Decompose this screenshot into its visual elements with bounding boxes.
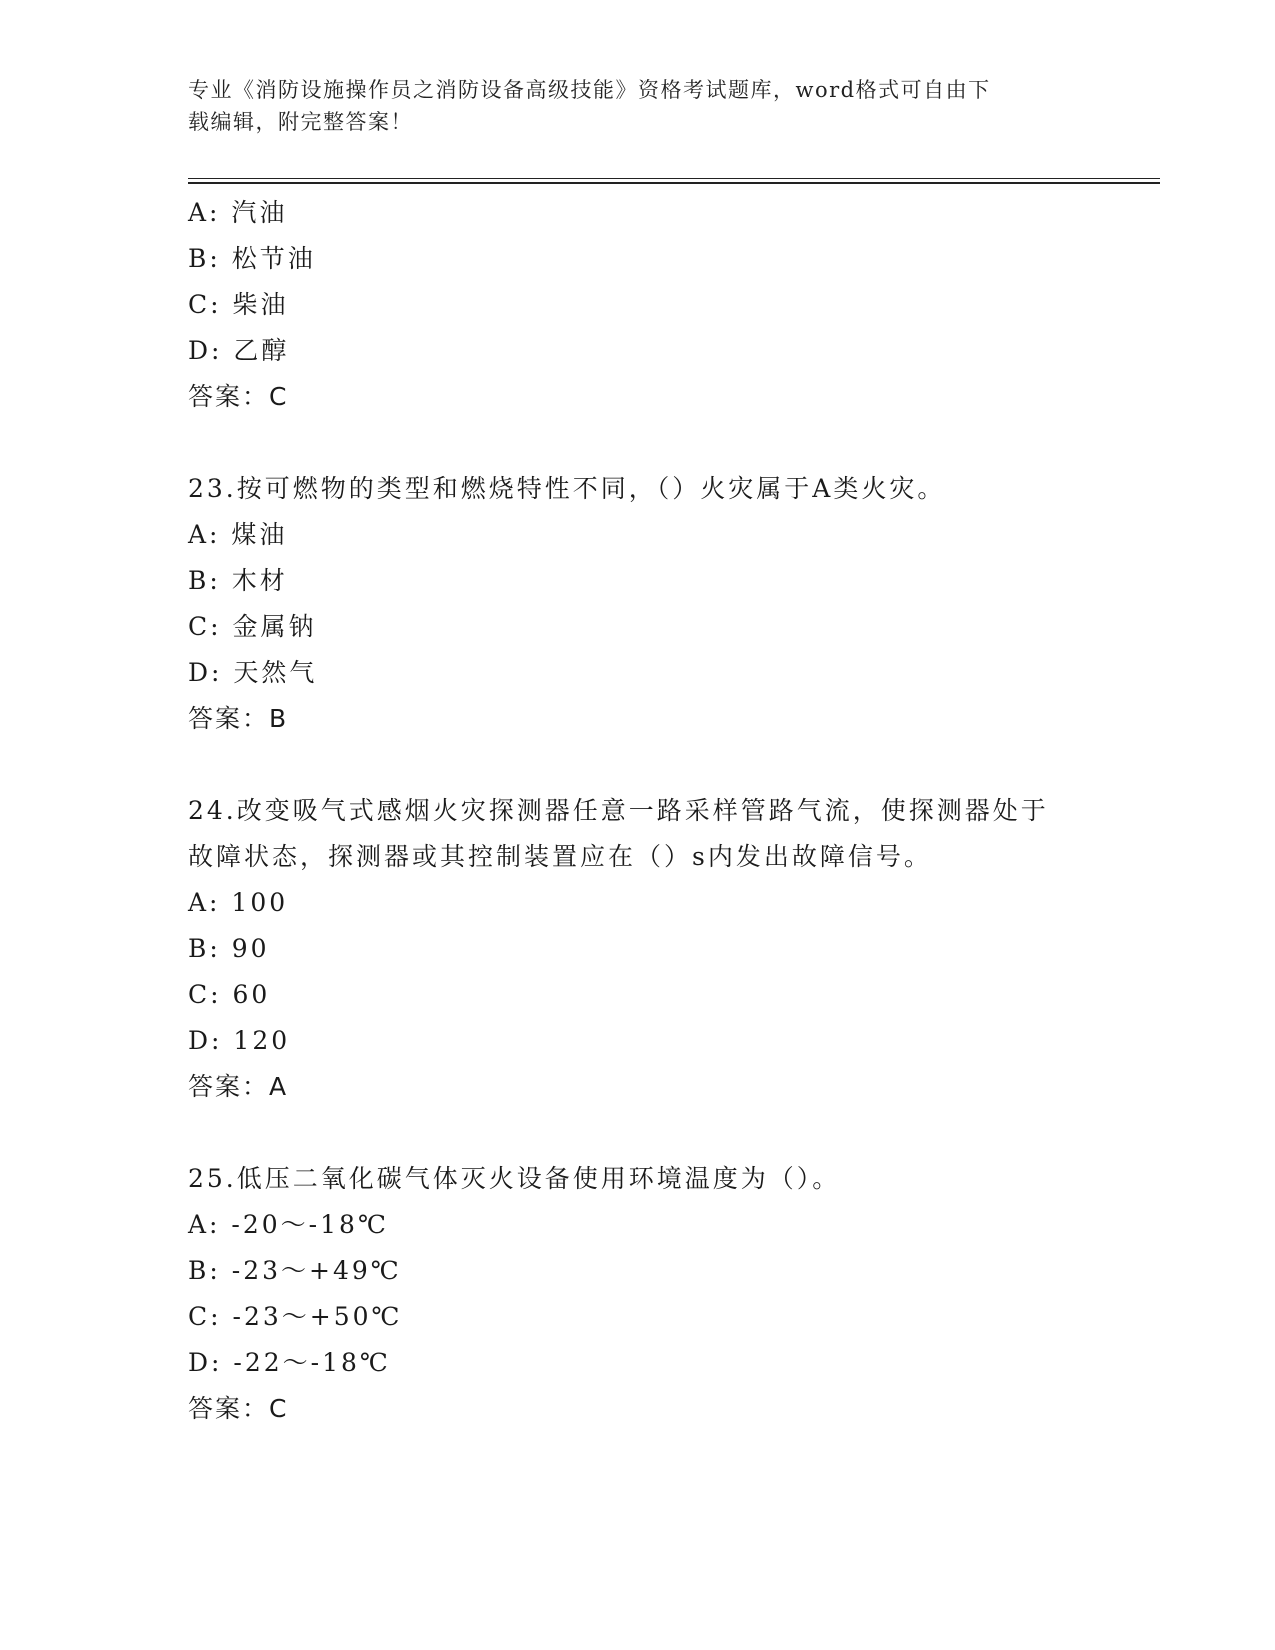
option-b: B: 90 [188, 934, 270, 963]
option-d: D: 120 [188, 1026, 291, 1055]
option-b: B: -23～+49℃ [188, 1256, 402, 1285]
spacer [188, 1110, 1088, 1156]
question-text-line-1: 24.改变吸气式感烟火灾探测器任意一路采样管路气流，使探测器处于 [188, 796, 1049, 825]
option-a: A: 煤油 [188, 520, 288, 549]
option-c: C: -23～+50℃ [188, 1302, 403, 1331]
option-c: C: 柴油 [188, 290, 289, 319]
question-text: 23.按可燃物的类型和燃烧特性不同，（）火灾属于A类火灾。 [188, 474, 946, 503]
header-line-1: 专业《消防设施操作员之消防设备高级技能》资格考试题库，word格式可自由下 [188, 78, 991, 102]
question-22 [188, 190, 1088, 420]
answer-line: 答案：C [188, 1394, 289, 1423]
option-d: D: -22～-18℃ [188, 1348, 391, 1377]
option-c: C: 60 [188, 980, 271, 1009]
option-b: B: 木材 [188, 566, 288, 595]
option-a: A: -20～-18℃ [188, 1210, 389, 1239]
header-divider-thick [188, 182, 1160, 184]
answer-line: 答案：C [188, 382, 289, 411]
question-23 [188, 466, 1088, 742]
question-25 [188, 1156, 1088, 1432]
spacer [188, 742, 1088, 788]
option-d: D: 天然气 [188, 658, 318, 687]
answer-line: 答案：A [188, 1072, 289, 1101]
option-a: A: 100 [188, 888, 289, 917]
option-a: A: 汽油 [188, 198, 288, 227]
question-text-line-2: 故障状态，探测器或其控制装置应在（）s内发出故障信号。 [188, 842, 932, 871]
option-b: B: 松节油 [188, 244, 316, 273]
option-d: D: 乙醇 [188, 336, 290, 365]
answer-line: 答案：B [188, 704, 289, 733]
header-divider-thin [188, 178, 1160, 179]
spacer [188, 420, 1088, 466]
question-24 [188, 788, 1088, 1110]
header-line-2: 载编辑，附完整答案！ [188, 110, 413, 134]
document-header [188, 74, 1068, 138]
option-c: C: 金属钠 [188, 612, 317, 641]
question-list [188, 190, 1088, 1432]
question-text: 25.低压二氧化碳气体灭火设备使用环境温度为（）。 [188, 1164, 841, 1193]
